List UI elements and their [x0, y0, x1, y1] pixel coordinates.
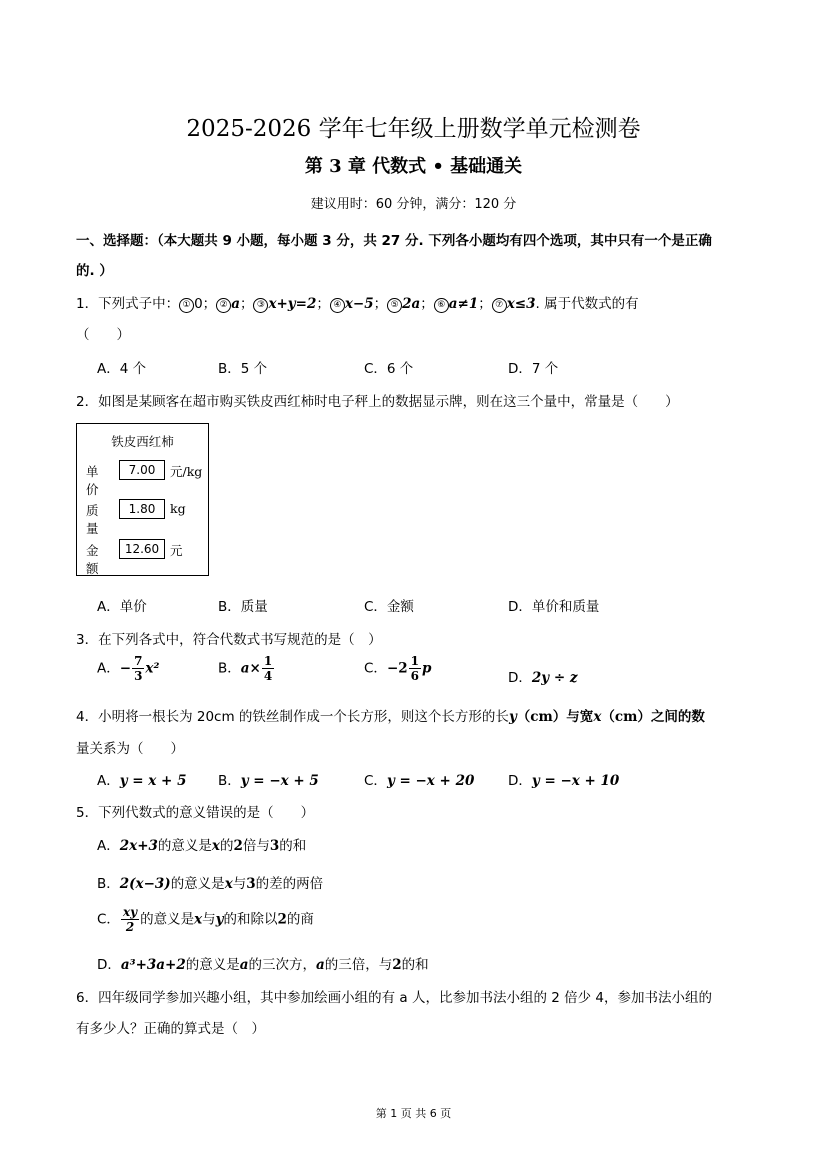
q2-option-c: C．金额	[364, 599, 414, 615]
q1-answer-paren: （ ）	[76, 327, 130, 343]
q3-c-fraction	[409, 655, 421, 682]
q5-b-expr: 2(x−3)	[119, 876, 171, 892]
q5-a-t4: 的和	[279, 838, 307, 854]
q5-c-t1: 的意义是	[140, 911, 195, 928]
time-score-hint: 建议用时：60 分钟，满分：120 分	[310, 197, 517, 212]
page-footer: 第 1 页 共 6 页	[375, 1107, 452, 1120]
q4-b-expr: y = −x + 5	[240, 773, 319, 789]
q1-sep: ；	[239, 296, 254, 312]
question-5-stem: 5．下列代数式的意义错误的是（ ）	[76, 805, 315, 821]
q1-option-a: A．4 个	[97, 361, 147, 377]
q3-a-numerator: 7	[134, 654, 143, 668]
q5-c-denominator: 2	[125, 920, 135, 934]
scale-row-unit: 元/kg	[170, 464, 203, 479]
q3-option-b	[218, 655, 275, 682]
q5-a-expr: 2x+3	[119, 838, 158, 854]
q1-item-4: x−5	[344, 296, 374, 312]
q3-option-c	[364, 655, 431, 682]
q5-c-t4: 的商	[286, 911, 314, 928]
q3-c-numerator: 1	[410, 654, 420, 668]
q5-a-v3: 3	[269, 838, 280, 854]
q3-b-denominator: 4	[263, 669, 273, 683]
q1-sep: ；	[478, 296, 492, 312]
q5-d-t2: 的三次方，	[248, 957, 316, 973]
q5-d-v3: 2	[392, 957, 402, 973]
q5-a-v1: x	[211, 838, 220, 854]
q1-sep: ；	[420, 296, 434, 312]
q1-item-5: 2a	[402, 296, 421, 312]
q3-c-tail: p	[422, 660, 432, 677]
q5-a-t2: 的	[219, 838, 234, 854]
q4-text-cm2: （cm）之间的数	[601, 709, 705, 725]
scale-row-value: 1.80	[119, 499, 165, 519]
q2-option-a: A．单价	[97, 599, 147, 615]
q1-option-b: B．5 个	[218, 361, 268, 377]
q1-circle-4: ④	[330, 298, 345, 313]
q5-a-t3: 倍与	[242, 838, 270, 854]
q5-c-label: C．	[97, 911, 120, 928]
q3-b-prefix: a×	[240, 660, 261, 677]
question-6-line2: 有多少人？正确的算式是（ ）	[76, 1021, 265, 1037]
q4-c-expr: y = −x + 20	[386, 773, 475, 789]
q5-b-v1: x	[224, 876, 233, 892]
q1-item-1: 0；	[194, 296, 217, 312]
scale-row-label: 质量	[86, 503, 99, 536]
scale-row-value: 12.60	[119, 539, 165, 559]
question-4-line2: 量关系为（ ）	[76, 741, 184, 757]
q3-d-expr: 2y ÷ z	[531, 670, 578, 686]
scale-row-unit: 元	[170, 543, 183, 558]
q5-option-c	[97, 906, 314, 933]
q4-d-label: D．	[508, 773, 532, 789]
question-6-line1: 6．四年级同学参加兴趣小组，其中参加绘画小组的有 a 人，比参加书法小组的 2 倍少 4，参加书法小组的	[76, 990, 712, 1006]
q5-c-numerator: xy	[122, 905, 138, 919]
q3-a-fraction	[132, 655, 144, 682]
scale-row-value: 7.00	[119, 460, 165, 480]
q3-c-denominator: 6	[410, 669, 420, 683]
q1-item-6: a≠1	[448, 296, 479, 312]
scale-product-title: 铁皮西红柿	[111, 434, 174, 449]
q4-a-label: A．	[97, 773, 120, 789]
q5-d-t4: 的和	[401, 957, 429, 973]
scale-row-unit: kg	[170, 501, 186, 516]
q3-option-a: A．− $\frac{7}{3}$ x²	[97, 654, 160, 683]
scale-row-label: 金额	[86, 543, 99, 576]
scale-row-label: 单价	[86, 464, 99, 497]
q5-option-b	[97, 872, 323, 892]
q5-c-fraction	[121, 906, 139, 933]
q1-circle-2: ②	[216, 298, 231, 313]
q4-text-cm1: （cm）与宽	[516, 709, 594, 725]
q5-option-d	[97, 953, 429, 973]
q1-option-d: D．7 个	[508, 361, 559, 377]
q1-item-7: x≤3	[506, 296, 536, 312]
q4-b-label: B．	[218, 773, 241, 789]
q1-sep: ；	[316, 296, 330, 312]
chapter-subtitle: 第 3 章 代数式 • 基础通关	[304, 156, 523, 177]
q5-d-v2: a	[315, 957, 325, 973]
q4-option-b	[218, 769, 319, 789]
q5-b-label: B．	[97, 876, 120, 892]
question-1-stem	[76, 292, 639, 313]
q1-circle-5: ⑤	[387, 298, 402, 313]
q4-text-a: 4．小明将一根长为 20cm 的铁丝制作成一个长方形，则这个长方形的长	[76, 709, 509, 725]
q4-option-a	[97, 769, 186, 789]
q5-a-label: A．	[97, 838, 120, 854]
q3-c-label: C．	[364, 660, 387, 677]
q5-d-label: D．	[97, 957, 121, 973]
q5-b-t1: 的意义是	[170, 876, 225, 892]
q3-d-label: D．	[508, 670, 532, 686]
q5-c-v2: y	[215, 911, 224, 928]
q3-a-label: A．	[97, 660, 120, 677]
q5-b-t2: 与	[232, 876, 247, 892]
q5-b-t3: 的差的两倍	[255, 876, 324, 892]
q4-d-expr: y = −x + 10	[531, 773, 620, 789]
q4-option-c	[364, 769, 474, 789]
q3-option-d	[508, 666, 578, 686]
q5-c-v1: x	[194, 911, 203, 928]
q5-d-t3: 的三倍，与	[324, 957, 393, 973]
q1-suffix: . 属于代数式的有	[535, 296, 639, 312]
q1-sep: ；	[373, 296, 388, 312]
scale-display-panel	[76, 423, 209, 576]
q3-b-numerator: 1	[263, 654, 273, 668]
q5-d-t1: 的意义是	[185, 957, 240, 973]
page-title: 2025-2026 学年七年级上册数学单元检测卷	[186, 116, 641, 142]
q5-c-t2: 与	[202, 911, 216, 928]
q5-a-t1: 的意义是	[157, 838, 212, 854]
q4-var-y: y	[508, 709, 517, 725]
q5-a-v2: 2	[233, 838, 243, 854]
q3-a-tail: x²	[145, 660, 160, 677]
question-3-stem: 3．在下列各式中，符合代数式书写规范的是（ ）	[76, 632, 382, 648]
q5-c-t3: 的和除以	[223, 911, 278, 928]
q3-b-label: B．	[218, 660, 241, 677]
q5-option-a	[97, 834, 306, 854]
q4-option-d	[508, 769, 619, 789]
q1-item-3: x+y=2	[268, 296, 317, 312]
q1-circle-3: ③	[253, 298, 268, 313]
question-2-stem: 2．如图是某顾客在超市购买铁皮西红柿时电子秤上的数据显示牌，则在这三个量中，常量是（ ）	[76, 394, 679, 410]
q3-c-prefix: −2	[386, 660, 408, 677]
q5-d-v1: a	[239, 957, 249, 973]
section-heading-line1: 一、选择题：（本大题共 9 小题，每小题 3 分，共 27 分. 下列各小题均有四个选项，其中只有一个是正确	[76, 233, 712, 249]
section-heading-line2: 的. ）	[76, 263, 113, 279]
q4-a-expr: y = x + 5	[119, 773, 187, 789]
q1-option-c: C．6 个	[364, 361, 414, 377]
q4-c-label: C．	[364, 773, 387, 789]
q3-b-fraction	[262, 655, 274, 682]
question-4-line1	[76, 705, 705, 725]
q1-circle-6: ⑥	[434, 298, 449, 313]
q5-b-v2: 3	[246, 876, 256, 892]
q1-prefix: 1．下列式子中：	[76, 296, 180, 312]
q1-item-2: a	[231, 296, 240, 312]
q1-circle-7: ⑦	[492, 298, 507, 313]
q5-d-expr: a³+3a+2	[120, 957, 186, 973]
q4-var-x: x	[593, 709, 602, 725]
q2-option-d: D．单价和质量	[508, 599, 600, 615]
q2-option-b: B．质量	[218, 599, 268, 615]
q5-c-v3: 2	[277, 911, 287, 928]
q3-a-denominator: 3	[134, 669, 143, 683]
q1-circle-1: ①	[179, 298, 194, 313]
